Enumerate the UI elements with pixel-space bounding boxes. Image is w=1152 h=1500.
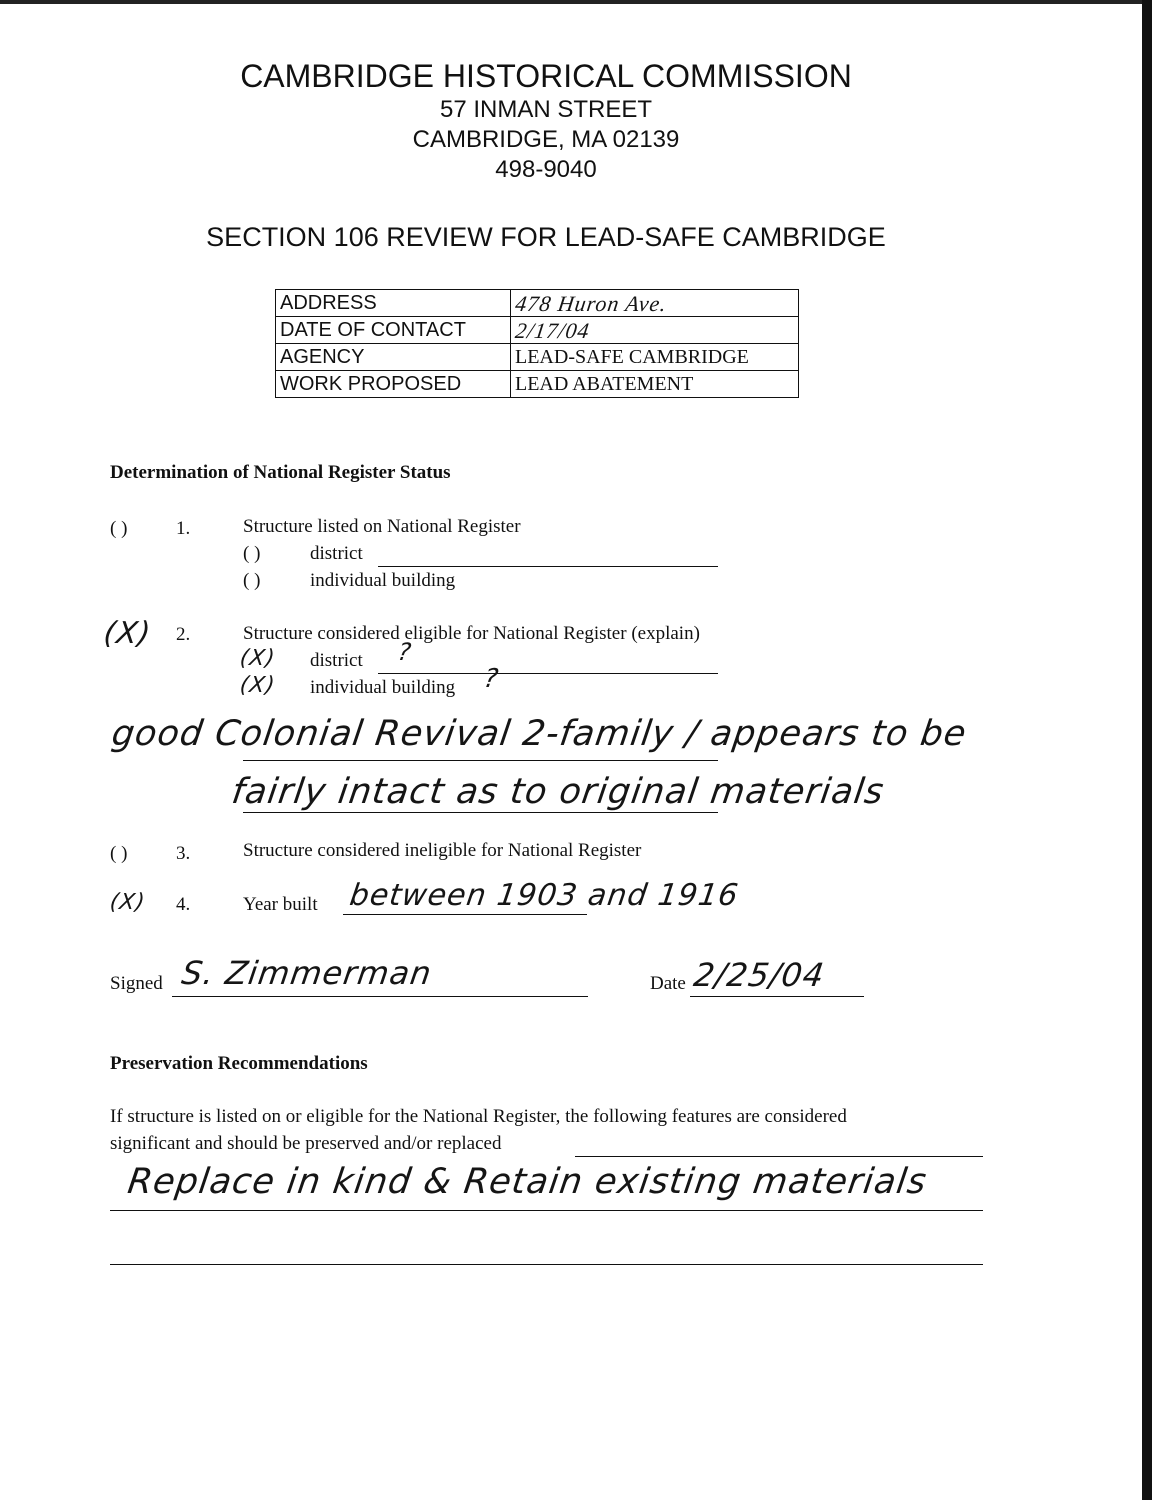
signature-line [172,996,588,997]
organization-phone: 498-9040 [495,156,597,183]
explanation-line-2 [243,812,718,813]
agency-value: LEAD-SAFE CAMBRIDGE [511,344,799,371]
address-label: ADDRESS [276,290,511,317]
item2-building-note: ? [481,664,501,694]
preservation-recommendation: Replace in kind & Retain existing materials [125,1162,930,1202]
preservation-line-1 [110,1210,983,1211]
item1-building-label: individual building [310,570,456,591]
date-of-contact-label: DATE OF CONTACT [276,317,511,344]
organization-street: 57 INMAN STREET [439,96,653,123]
item1-building-checkbox[interactable]: ( ) [243,570,261,591]
table-row [276,290,799,317]
item4-checkbox[interactable]: (X) [108,890,148,915]
item3-number: 3. [176,843,191,864]
item1-district-line [378,566,718,567]
organization-city: CAMBRIDGE, MA 02139 [412,126,680,153]
work-proposed-value: LEAD ABATEMENT [511,371,799,398]
item1-checkbox[interactable]: ( ) [110,518,128,539]
address-value: 478 Huron Ave. [509,290,801,317]
form-title: SECTION 106 REVIEW FOR LEAD-SAFE CAMBRIDGE [206,222,886,252]
signature-value: S. Zimmerman [179,954,435,992]
item2-building-checkbox[interactable]: (X) [238,673,278,698]
year-built-label: Year built [243,894,318,915]
scan-border-right [1142,0,1152,1500]
preservation-heading: Preservation Recommendations [110,1053,368,1074]
item2-checkbox[interactable]: (X) [101,616,154,651]
date-value: 2/25/04 [691,956,828,994]
item3-text: Structure considered ineligible for National Register [243,840,642,861]
year-built-line [343,914,587,915]
agency-label: AGENCY [276,344,511,371]
explanation-line-1 [243,760,718,761]
item2-text: Structure considered eligible for National Register (explain) [243,623,700,644]
organization-name: CAMBRIDGE HISTORICAL COMMISSION [240,58,852,94]
contact-info-table [275,289,799,398]
table-row [276,371,799,398]
item2-district-line [378,673,718,674]
preservation-line-2 [110,1264,983,1265]
item2-district-label: district [310,650,363,671]
item2-number: 2. [176,624,191,645]
item2-building-label: individual building [310,677,456,698]
scan-border-top [0,0,1152,4]
signed-label: Signed [110,973,163,994]
date-line [690,996,864,997]
item1-district-label: district [310,543,363,564]
year-built-value: between 1903 and 1916 [347,878,741,913]
item2-explanation-line2: fairly intact as to original materials [229,772,887,812]
item4-number: 4. [176,894,191,915]
determination-heading: Determination of National Register Status [110,462,451,483]
preservation-text-line1: If structure is listed on or eligible for the National Register, the following features are considered [110,1106,847,1127]
item1-text: Structure listed on National Register [243,516,521,537]
item2-explanation-line1: good Colonial Revival 2-family / appears to be [109,714,970,754]
item2-district-note: ? [396,638,414,666]
item1-district-checkbox[interactable]: ( ) [243,543,261,564]
table-row [276,317,799,344]
item1-number: 1. [176,518,191,539]
date-of-contact-value: 2/17/04 [509,317,801,344]
work-proposed-label: WORK PROPOSED [276,371,511,398]
item2-district-checkbox[interactable]: (X) [238,646,278,671]
preservation-line-0 [575,1156,983,1157]
date-label: Date [650,973,686,994]
item3-checkbox[interactable]: ( ) [110,843,128,864]
preservation-text-line2: significant and should be preserved and/or replaced [110,1133,502,1154]
table-row [276,344,799,371]
